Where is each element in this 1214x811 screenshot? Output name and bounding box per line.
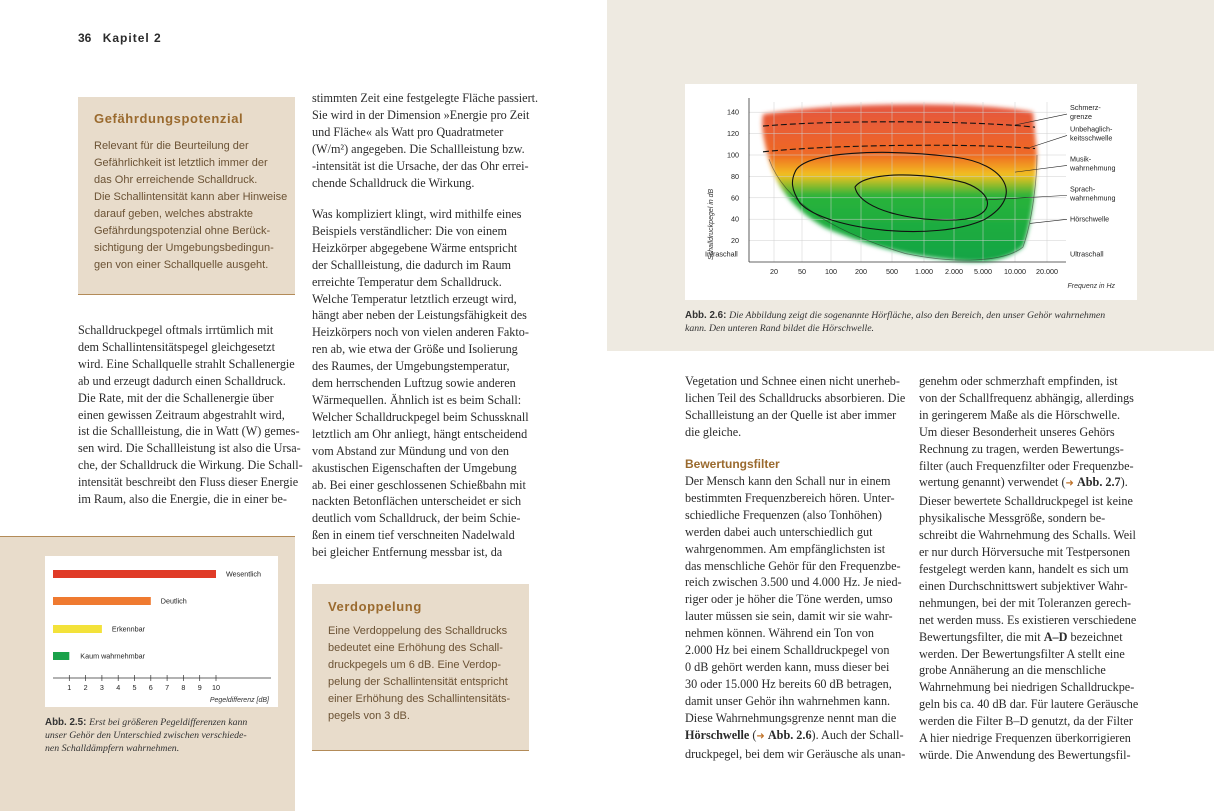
text-line: reich zwischen 3.500 und 4.000 Hz. Je nied- (685, 575, 902, 590)
x-tick-label: 2 (83, 683, 88, 692)
infrasound-label: Infraschall (705, 249, 738, 259)
text-line: bedeutet eine Erhöhung des Schall- (328, 642, 503, 654)
caption-label: Abb. 2.5: (45, 717, 87, 728)
text-line: letztlich am Ohr anliegt, hängt entscheidend (312, 426, 528, 441)
text-line: dem Schallintensitätspegel gleichgesetzt (78, 339, 275, 354)
curve-label-line: wahrnehmung (1070, 193, 1116, 203)
text-line: des Raumes, der Umgebungstemperatur, (312, 359, 510, 374)
text-line: bestimmten Frequenzbereich hören. Unter- (685, 490, 895, 505)
text-line: lichen Teil des Schalldrucks absorbieren. Die (685, 390, 906, 405)
curve-label-line: grenze (1070, 112, 1092, 122)
caption-text: nen Schalldämpfern wahrnehmen. (45, 743, 180, 754)
text-line: einer Erhöhung des Schallintensitäts- (328, 693, 511, 705)
x-tick-label: 1.000 (915, 267, 933, 276)
body-column-2 (312, 90, 538, 191)
text-line: akustischen Eigenschaften der Umgebung (312, 460, 517, 475)
leader-line (1030, 219, 1067, 223)
caption-text: unser Gehör den Unterschied zwischen verschiede- (45, 730, 247, 741)
x-tick-label: 1 (67, 683, 72, 692)
x-tick-label: 4 (116, 683, 121, 692)
curve-label-line: Sprach- (1070, 184, 1096, 194)
text-line: A hier niedrige Frequenzen überkorrigieren (919, 731, 1131, 746)
text-line: druckpegels um 6 dB. Eine Verdop- (328, 659, 502, 671)
text-line: lauter müssen sie sein, damit wir sie wahr- (685, 609, 893, 624)
text-line: gen von einer Schallquelle ausgeht. (94, 259, 269, 271)
curve-label-line: Hörschwelle (1070, 214, 1110, 224)
bar (53, 652, 69, 660)
text-line: Diese Wahrnehmungsgrenze nennt man die (685, 710, 897, 725)
text-line: der Schallleistung, die dadurch im Raum (312, 257, 512, 272)
text-line: nehmungen, bei der mit Toleranzen gerech- (919, 595, 1132, 610)
text-line (685, 727, 905, 746)
text-line: in geringerem Maße als die Hörschwelle. (919, 407, 1121, 422)
text-line: Wärmequellen. Ähnlich ist es beim Schall: (312, 392, 522, 407)
y-tick-label: 100 (727, 150, 739, 160)
text-line: einen gewissen Zeitraum abgestrahlt wird, (78, 407, 285, 422)
x-tick-label: 3 (99, 683, 104, 692)
text-line: -intensität ist die Ursache, der das Ohr errei- (312, 158, 529, 173)
text-fragment: ). (1120, 475, 1128, 490)
text-line: schiedliche Frequenzen (also Tonhöhen) (685, 507, 882, 522)
text-line: Eine Verdoppelung des Schalldrucks (328, 625, 508, 637)
body-column-2-paragraph (312, 206, 529, 561)
curve-label-line: wahrnehmung (1070, 163, 1116, 173)
curve-label (1070, 124, 1113, 142)
x-tick-label: 7 (165, 683, 170, 692)
arrow-icon: ➜ (1065, 478, 1074, 490)
y-tick-label: 40 (731, 214, 739, 224)
info-box-verdoppelung (312, 584, 529, 751)
curve-label-line: Unbehaglich- (1070, 124, 1113, 134)
text-fragment: wertung genannt) verwendet ( (919, 475, 1066, 490)
figure-2-6-caption (685, 309, 1105, 335)
y-tick-label: 120 (727, 129, 739, 139)
text-line: Um dieser Besonderheit unseres Gehörs (919, 424, 1115, 439)
page-header (78, 31, 162, 45)
info-box-title: Verdoppelung (328, 599, 422, 614)
text-line: net werden muss. Es existieren verschiedene (919, 612, 1137, 627)
text-line: Wahrnehmung bei niedrigen Schalldruckpe- (919, 680, 1135, 695)
text-line: von der Schallfrequenz abhängig, allerdings (919, 390, 1134, 405)
x-tick-label: 6 (148, 683, 153, 692)
body-column-1 (78, 322, 303, 508)
hearing-area (762, 104, 1037, 261)
curve-label (1069, 154, 1116, 172)
text-line: Was kompliziert klingt, wird mithilfe eines (312, 207, 522, 221)
text-line (919, 474, 1138, 493)
figure-2-5-caption (45, 716, 247, 755)
x-tick-label: 20.000 (1036, 267, 1058, 276)
text-line: sen wird. Die Schallleistung ist also die Ursa- (78, 441, 301, 456)
text-line: werden die Filter B–D genutzt, da der Filter (919, 714, 1133, 729)
text-line: Schallleistung an der Quelle ist aber immer (685, 407, 897, 422)
chapter-label: Kapitel 2 (102, 31, 162, 45)
text-line: intensität beschreibt den Fluss dieser Energie (78, 475, 299, 490)
ultrasound-label: Ultraschall (1070, 249, 1104, 259)
figure-reference-link[interactable]: Abb. 2.6 (767, 727, 812, 742)
text-line: Schalldruckpegel oftmals irrtümlich mit (78, 323, 274, 337)
curve-label-line: Schmerz- (1070, 103, 1101, 113)
text-line: ist die Schallleistung, die in Watt (W) gemes- (78, 424, 300, 439)
text-line: stimmten Zeit eine festgelegte Fläche passiert. (312, 91, 539, 105)
text-fragment: bezeichnet (1067, 629, 1123, 644)
text-line: filter (auch Frequenzfilter oder Frequenzbe- (919, 458, 1134, 473)
text-line: deutlich vom Schalldruck, der beim Schie- (312, 511, 521, 526)
x-tick-label: 100 (825, 267, 837, 276)
text-line: Die Schallintensität kann aber Hinweise (94, 191, 288, 203)
text-line: Rechnung zu tragen, werden Bewertungs- (919, 441, 1124, 456)
text-line: nehmen können. Während ein Ton von (685, 626, 874, 641)
text-line: würde. Die Anwendung des Bewertungsfil- (919, 747, 1131, 762)
x-tick-label: 8 (181, 683, 186, 692)
text-line: wahrgenommen. Am empfänglichsten ist (685, 541, 886, 556)
arrow-icon: ➜ (756, 730, 765, 742)
bar-label: Erkennbar (111, 624, 146, 634)
figure-reference-link[interactable]: Abb. 2.7 (1076, 475, 1121, 490)
bold-term: Hörschwelle (685, 727, 750, 742)
text-line: werden dabei auch unterschiedlich gut (685, 524, 873, 539)
text-line: sichtigung der Umgebungsbedingun- (94, 242, 274, 254)
text-line: Sie wird in der Dimension »Energie pro Zeit (312, 107, 530, 122)
bar-label: Kaum wahrnehmbar (80, 651, 146, 661)
body-column-3 (685, 373, 905, 441)
text-line: genehm oder schmerzhaft empfinden, ist (919, 374, 1118, 388)
x-tick-label: 50 (798, 267, 806, 276)
info-box-title: Gefährdungspotenzial (94, 111, 244, 126)
y-axis-title: Schalldruckpegel in dB (708, 188, 715, 260)
text-line: grobe Annäherung an die menschliche (919, 663, 1106, 678)
text-fragment: ( (749, 727, 757, 742)
text-line: Welche Temperatur letztlich erzeugt wird, (312, 291, 517, 306)
text-line: che, der Schalldruck die Wirkung. Die Schall- (78, 458, 303, 473)
bar-chart-pegeldifferenz (45, 556, 278, 707)
curve-label (1070, 103, 1101, 121)
text-line: und Fläche« als Watt pro Quadratmeter (312, 124, 504, 139)
text-line: Der Mensch kann den Schall nur in einem (685, 474, 891, 488)
x-tick-label: 5.000 (974, 267, 992, 276)
text-line: Vegetation und Schnee einen nicht unerheb- (685, 374, 900, 388)
text-line: darauf geben, welches abstrakte (94, 208, 253, 220)
x-axis-title: Frequenz in Hz (1067, 283, 1115, 290)
text-line: ren ab, wie etwa der Größe und Isolierung (312, 342, 518, 357)
x-tick-label: 2.000 (945, 267, 963, 276)
y-tick-label: 80 (731, 171, 739, 181)
body-column-4 (919, 373, 1138, 764)
text-line: vom Abstand zur Mündung und von den (312, 443, 510, 458)
section-heading-bewertungsfilter: Bewertungsfilter (685, 457, 780, 471)
text-line: 2.000 Hz bei einem Schalldruckpegel von (685, 643, 890, 658)
text-line: einen Durchschnittswert subjektiver Wahr- (919, 578, 1128, 593)
x-tick-label: 500 (886, 267, 898, 276)
x-axis-title: Pegeldifferenz [dB] (209, 697, 269, 704)
text-line: festgelegt werden kann, handelt es sich um (919, 561, 1129, 576)
text-line: Dieser bewertete Schalldruckpegel ist keine (919, 494, 1133, 509)
text-line: Gefährlichkeit ist letztlich immer der (94, 157, 268, 169)
x-tick-label: 9 (197, 683, 202, 692)
page-number: 36 (78, 31, 92, 45)
y-tick-label: 20 (731, 236, 739, 246)
text-line: hängt aber neben der Leistungsfähigkeit des (312, 308, 527, 323)
x-tick-label: 10 (212, 683, 220, 692)
text-line: ab. Bei einer geschlossenen Schießbahn mit (312, 477, 526, 492)
curve-label (1069, 184, 1116, 202)
text-line: Die Rate, mit der die Schallenergie über (78, 390, 274, 405)
text-line: ab und erzeugt dadurch einen Schalldruck. (78, 373, 286, 388)
caption-text: Erst bei größeren Pegeldifferenzen kann (89, 717, 248, 728)
bar-label: Wesentlich (226, 569, 262, 579)
text-line: physikalische Messgröße, sondern be- (919, 511, 1106, 526)
text-line: (W/m²) angegeben. Die Schallleistung bzw. (312, 141, 525, 156)
text-line: bei gleicher Entfernung messbar ist, da (312, 545, 503, 560)
figure-2-6-chart-frame (685, 84, 1137, 300)
text-line: Relevant für die Beurteilung der (94, 140, 249, 152)
text-line: riger oder je höher die Töne werden, umso (685, 592, 893, 607)
caption-label: Abb. 2.6: (685, 310, 727, 321)
y-tick-label: 140 (727, 107, 739, 117)
x-tick-label: 10.000 (1004, 267, 1026, 276)
text-line: Beispiels verständlicher: Die von einem (312, 223, 507, 238)
text-line: er nur durch Hörversuche mit Testpersonen (919, 545, 1131, 560)
bar-label: Deutlich (160, 596, 187, 606)
bar (53, 570, 216, 578)
text-line: werden. Der Bewertungsfilter A stellt eine (919, 646, 1125, 661)
figure-2-5-chart-frame (45, 556, 278, 707)
bold-term: A–D (1043, 629, 1068, 644)
info-box-gefaehrdung (78, 97, 295, 295)
text-line: Heizkörper abgegebene Wärme entspricht (312, 240, 518, 255)
text-line: druckpegel, bei dem wir Geräusche als unan- (685, 746, 906, 761)
text-line: ßen in einem tief verschneiten Nadelwald (312, 528, 515, 543)
curve-label (1070, 214, 1109, 223)
x-tick-label: 5 (132, 683, 137, 692)
text-line: wird. Eine Schallquelle strahlt Schallenergie (78, 356, 295, 371)
text-line: nackten Betonflächen unterscheidet er sich (312, 494, 522, 509)
text-line: dem herrschenden Luftzug sowie anderen (312, 376, 516, 391)
text-line (919, 629, 1138, 646)
text-line: chende Schalldruck die Wirkung. (312, 175, 475, 190)
text-line: Welcher Schalldruckpegel beim Schussknall (312, 409, 529, 424)
text-line: Heizkörpers noch von vielen anderen Fakto- (312, 325, 529, 340)
text-line: das menschliche Gehör für den Frequenzbe- (685, 558, 901, 573)
figure-2-6-panel (607, 0, 1214, 351)
text-fragment: Bewertungsfilter, die mit (919, 629, 1044, 644)
text-line: pelung der Schallintensität entspricht (328, 676, 508, 688)
caption-text: Die Abbildung zeigt die sogenannte Hörfläche, also den Bereich, den unser Gehör wahrnehmen (729, 310, 1106, 321)
info-box-body (94, 138, 287, 274)
bar (53, 625, 102, 633)
text-line: pegels von 3 dB. (328, 710, 410, 722)
text-line: das Ohr erreichende Schalldruck. (94, 174, 258, 186)
text-line: Gefährdungspotenzial ohne Berück- (94, 225, 271, 237)
bar (53, 597, 151, 605)
curve-label-line: Musik- (1070, 154, 1092, 164)
text-line: geln bis ca. 40 dB dar. Für lautere Geräusche (919, 697, 1139, 712)
text-line: schreibt die Wahrnehmung des Schalls. Weil (919, 528, 1136, 543)
figure-2-5-panel (0, 536, 295, 811)
text-line: im Raum, also die Energie, die in einer be- (78, 492, 287, 507)
text-line: 0 dB gehört werden kann, muss dieser bei (685, 659, 890, 674)
caption-text: kann. Den unteren Rand bildet die Hörschwelle. (685, 323, 875, 334)
hoerflaeche-chart (685, 84, 1137, 300)
curve-label-line: keitsschwelle (1070, 133, 1113, 143)
x-tick-label: 20 (770, 267, 778, 276)
x-tick-label: 200 (855, 267, 867, 276)
text-line: damit unser Gehör ihn wahrnehmen kann. (685, 693, 891, 708)
body-column-3-paragraph (685, 473, 905, 762)
y-tick-label: 60 (731, 193, 739, 203)
info-box-body (328, 623, 510, 725)
text-fragment: ). Auch der Schall- (811, 727, 904, 742)
text-line: die gleiche. (685, 424, 742, 439)
text-line: 30 oder 15.000 Hz bereits 60 dB betragen, (685, 676, 892, 691)
text-line: erreichte Temperatur dem Schalldruck. (312, 274, 502, 289)
